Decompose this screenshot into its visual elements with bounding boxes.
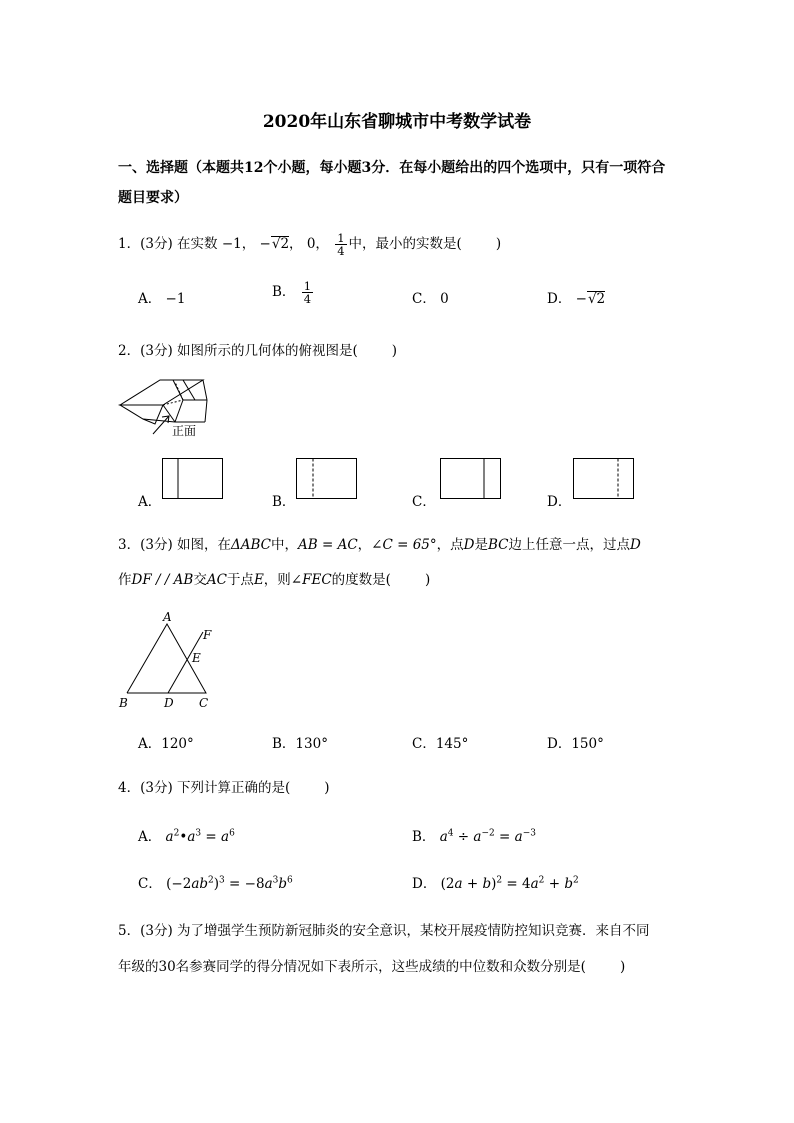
q2-option-a-label[interactable]: A． (138, 494, 162, 510)
q1-option-c-text: 0 (440, 291, 449, 307)
q2-option-d-label[interactable]: D． (547, 494, 572, 510)
q1-suffix: 中，最小的实数是( (348, 236, 462, 252)
q3-label-e: E (192, 651, 201, 665)
q2-solid-figure (115, 372, 215, 442)
q3-label-d: D (164, 696, 174, 710)
q4-option-c-expression: $(-2ab^2)^3 = -8a^3b^6$ (166, 875, 293, 892)
q3-option-c-label: C． (412, 736, 436, 752)
q3-text-h: 交 (193, 572, 207, 588)
q3-option-a[interactable] (138, 732, 194, 752)
q3-option-c-text: 145° (435, 736, 469, 752)
q1-radicand: 2 (280, 236, 290, 252)
q1-prefix: 1．(3分) 在实数 (118, 236, 218, 252)
q4-option-c-label: C． (138, 876, 162, 892)
question-3-line1 (118, 533, 641, 553)
q1-option-b-num: 1 (303, 279, 312, 293)
q2-figure-label: 正面 (172, 424, 197, 438)
q3-option-a-text: 120° (161, 736, 194, 752)
q3-text-i: 于点 (226, 572, 254, 588)
section-heading-line1: 一、选择题（本题共12个小题，每小题3分．在每小题给出的四个选项中，只有一项符合 (118, 160, 666, 176)
q2-option-c-figure[interactable] (440, 458, 502, 500)
section-heading-line2: 题目要求） (118, 190, 188, 206)
q4-option-d[interactable] (412, 872, 579, 892)
question-5-line1: 5．(3分) 为了增强学生预防新冠肺炎的安全意识，某校开展疫情防控知识竞赛．来自不同 (118, 923, 650, 939)
q3-triangle-figure (115, 610, 225, 710)
question-2-stem (118, 339, 397, 359)
q1-option-b-label: B． (272, 284, 296, 300)
q1-option-d-sign: − (575, 291, 587, 307)
q3-option-b-text: 130° (295, 736, 328, 752)
q1-option-c-label: C． (412, 291, 436, 307)
q3-close: ) (424, 572, 431, 588)
q1-option-a[interactable] (138, 287, 185, 307)
page-title: 2020年山东省聊城市中考数学试卷 (262, 112, 532, 132)
q4-option-d-label: D． (412, 876, 437, 892)
q4-option-b-label: B． (412, 829, 436, 845)
q1-option-c[interactable] (412, 287, 449, 307)
q3-option-d-label: D． (547, 736, 572, 752)
q1-option-a-text: −1 (165, 291, 186, 307)
q3-point-d2: D (629, 537, 641, 553)
q4-close: ) (324, 780, 330, 796)
q3-text-k: 的度数是( (331, 572, 391, 588)
q3-option-c[interactable] (412, 732, 468, 752)
q3-triangle: ΔABC (231, 537, 272, 553)
q5-close: ) (619, 959, 626, 975)
q1-sqrt: √2 (271, 236, 290, 252)
q4-option-a-label: A． (138, 829, 162, 845)
q1-option-b-fraction (302, 280, 313, 305)
q3-option-d-text: 150° (571, 736, 604, 752)
q3-text-b: 中， (271, 537, 299, 553)
q3-text-j: ，则 (263, 572, 291, 588)
q4-option-a[interactable] (138, 825, 235, 845)
q1-fraction (335, 232, 346, 257)
question-1-stem: 1．(3分) 在实数 −1， −√2， 0， $\frac{1}{4}$ 中，最小的实数是( ) (118, 231, 502, 258)
q2-option-a-figure[interactable] (162, 458, 224, 500)
q3-eq-angle-c: ∠C = 65° (371, 537, 437, 553)
q3-option-b-label: B． (272, 736, 296, 752)
q1-option-d-label: D． (547, 291, 572, 307)
q5-text: 年级的30名参赛同学的得分情况如下表所示，这些成绩的中位数和众数分别是( (118, 959, 586, 975)
q4-option-b[interactable] (412, 825, 536, 845)
q3-label-a: A (163, 610, 172, 624)
q2-text: 2．(3分) 如图所示的几何体的俯视图是( (118, 343, 358, 359)
q1-close: ) (495, 236, 502, 252)
q1-frac-num: 1 (337, 231, 345, 245)
q3-point-d: D (463, 537, 475, 553)
q4-option-b-expression: $a^4 \div a^{-2} = a^{-3}$ (439, 828, 537, 845)
q4-text: 4．(3分) 下列计算正确的是( (118, 780, 291, 796)
q3-option-a-label: A． (138, 736, 162, 752)
question-5-line2 (118, 955, 625, 975)
q1-option-b-den: 4 (303, 292, 312, 306)
q1-option-a-label: A． (138, 291, 162, 307)
q2-option-d-figure[interactable] (573, 458, 635, 500)
q4-option-c[interactable] (138, 872, 293, 892)
q1-option-d-sqrt: √2 (587, 291, 606, 307)
q3-text-a: 3．(3分) 如图，在 (118, 537, 232, 553)
q4-option-d-expression: $(2a + b)^2 = 4a^2 + b^2$ (440, 875, 579, 892)
q1-num3: 0 (306, 236, 316, 252)
q3-parallel: DF / / AB (131, 572, 194, 588)
q3-angle-fec: ∠FEC (290, 572, 332, 588)
q3-eq-ab-ac: AB = AC (298, 537, 358, 553)
q1-num1: −1 (221, 236, 242, 252)
q2-option-c-label[interactable]: C． (412, 494, 436, 510)
q3-option-b[interactable] (272, 732, 328, 752)
q3-label-f: F (203, 628, 212, 642)
q3-text-c: ， (357, 537, 372, 553)
q2-option-b-label[interactable]: B． (272, 494, 296, 510)
q1-num2-sign: − (259, 236, 271, 252)
q3-text-d: ，点 (436, 537, 464, 553)
q3-label-c: C (199, 696, 209, 710)
q2-option-b-figure[interactable] (296, 458, 358, 500)
q3-text-g: 作 (118, 572, 132, 588)
q3-point-e: E (253, 572, 264, 588)
q3-label-b: B (119, 696, 128, 710)
question-4-stem (118, 776, 330, 796)
q1-option-b[interactable] (272, 280, 315, 305)
q3-segment-bc: BC (487, 537, 509, 553)
q1-option-d[interactable] (547, 287, 605, 307)
q3-text-e: 是 (474, 537, 488, 553)
q3-segment-ac: AC (206, 572, 227, 588)
q3-option-d[interactable] (547, 732, 604, 752)
q3-text-f: 边上任意一点，过点 (508, 537, 630, 553)
q2-close: ) (391, 343, 398, 359)
question-3-line2 (118, 568, 430, 588)
q1-frac-den: 4 (337, 244, 345, 258)
q4-option-a-expression: $a^2•a^3 = a^6$ (165, 828, 235, 845)
q1-option-d-radicand: 2 (596, 291, 606, 307)
